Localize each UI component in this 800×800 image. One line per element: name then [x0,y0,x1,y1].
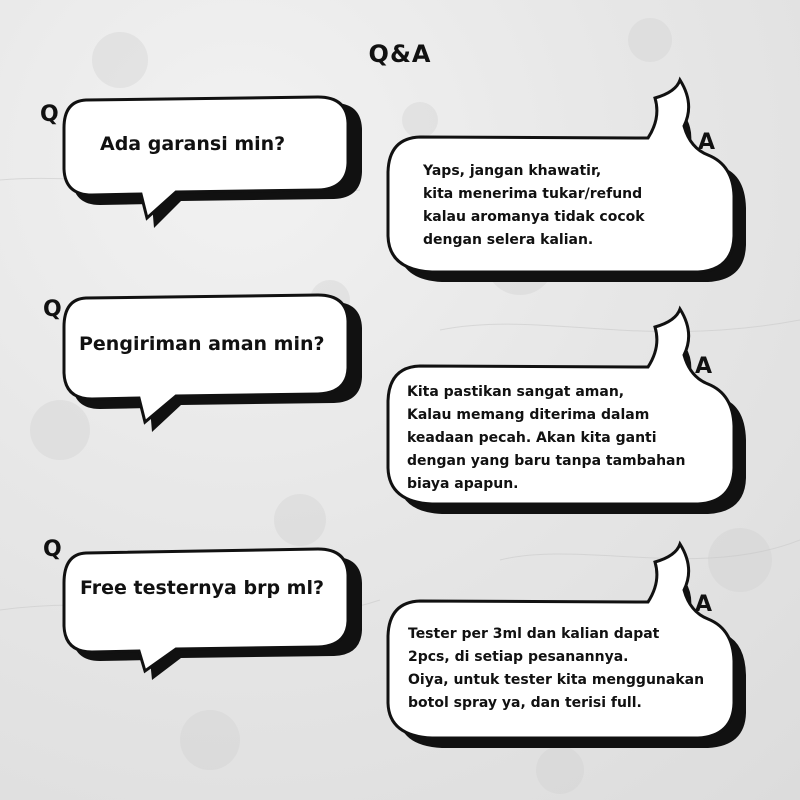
page-title: Q&A [368,40,432,68]
answer-text-2 [407,381,685,496]
question-text-3: Free testernya brp ml? [80,577,325,599]
question-bubble-3 [64,549,362,680]
answer-2-line-2: Kalau memang diterima dalam [407,407,650,423]
answer-1-line-1: Yaps, jangan khawatir, [423,163,602,179]
answer-3-line-4: botol spray ya, dan terisi full. [408,695,642,711]
answer-3-line-2: 2pcs, di setiap pesanannya. [408,649,629,665]
answer-1-line-2: kita menerima tukar/refund [423,186,643,202]
answer-2-line-4: dengan yang baru tanpa tambahan [407,453,686,469]
q-marker-1: Q [40,102,59,127]
a-marker-3: A [695,592,713,617]
answer-3-line-3: Oiya, untuk tester kita menggunakan [408,672,705,688]
answer-2-line-1: Kita pastikan sangat aman, [407,384,625,400]
a-marker-2: A [695,354,713,379]
question-text-2: Pengiriman aman min? [79,333,325,355]
answer-2-line-5: biaya apapun. [407,476,519,492]
answer-text-1 [423,160,645,252]
a-marker-1: A [698,130,716,155]
question-bubble-2 [64,295,362,432]
q-marker-3: Q [43,537,62,562]
answer-2-line-3: keadaan pecah. Akan kita ganti [407,430,657,446]
answer-1-line-4: dengan selera kalian. [423,232,594,248]
question-text-1: Ada garansi min? [100,133,286,155]
q-marker-2: Q [43,297,62,322]
question-bubble-1 [64,97,362,228]
answer-1-line-3: kalau aromanya tidak cocok [423,209,645,225]
answer-text-3 [408,623,704,715]
answer-3-line-1: Tester per 3ml dan kalian dapat [408,626,660,642]
